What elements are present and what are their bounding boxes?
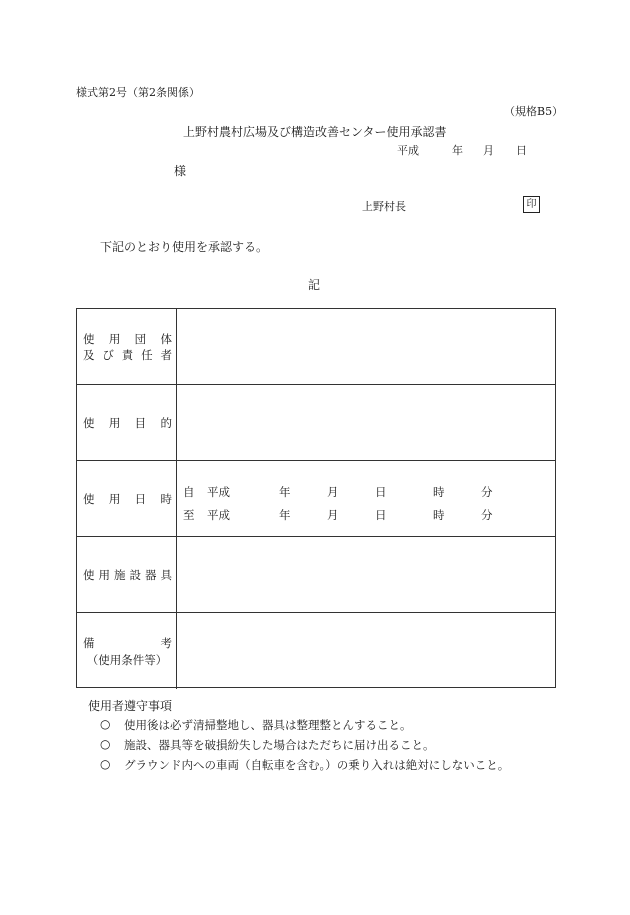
issuer-name: 上野村長 xyxy=(362,200,406,213)
form-number: 様式第2号（第2条関係） xyxy=(76,86,200,99)
row-label xyxy=(77,385,177,460)
row-label xyxy=(77,309,177,384)
from-year-unit: 年 xyxy=(279,485,291,499)
to-mark: 至 xyxy=(183,508,195,522)
label-conditions: （使用条件等） xyxy=(86,653,168,667)
date-month-unit: 月 xyxy=(483,144,494,157)
to-minute-unit: 分 xyxy=(481,508,493,522)
table-row-facilities xyxy=(77,537,555,613)
seal-icon: 印 xyxy=(523,196,540,213)
from-day-unit: 日 xyxy=(375,485,387,499)
rule-text: グラウンド内への車両（自転車を含む。）の乗り入れは絶対にしないこと。 xyxy=(124,758,510,772)
circle-bullet-icon: ○ xyxy=(100,717,111,731)
to-day-unit: 日 xyxy=(375,508,387,522)
to-month-unit: 月 xyxy=(327,508,339,522)
label-organization: 使用団体 xyxy=(83,332,172,346)
table-row-organization xyxy=(77,309,555,385)
intro-text: 下記のとおり使用を承認する。 xyxy=(100,240,269,254)
label-datetime: 使用日時 xyxy=(83,492,172,506)
date-year-unit: 年 xyxy=(452,144,463,157)
rule-text: 使用後は必ず清掃整地し、器具は整理整とんすること。 xyxy=(124,718,412,732)
date-era: 平成 xyxy=(397,144,419,157)
addressee-honorific: 様 xyxy=(174,164,187,178)
circle-bullet-icon: ○ xyxy=(100,757,111,771)
table-row-purpose xyxy=(77,385,555,461)
from-era: 平成 xyxy=(207,485,230,499)
from-mark: 自 xyxy=(183,485,195,499)
table-row-datetime xyxy=(77,461,555,537)
label-responsible-person: 及び責任者 xyxy=(83,348,172,362)
to-hour-unit: 時 xyxy=(433,508,445,522)
rule-text: 施設、器具等を破損紛失した場合はただちに届け出ること。 xyxy=(124,738,435,752)
document-title: 上野村農村広場及び構造改善センター使用承認書 xyxy=(183,125,447,139)
date-day-unit: 日 xyxy=(516,144,527,157)
label-remarks: 備考 xyxy=(83,636,172,650)
to-year-unit: 年 xyxy=(279,508,291,522)
size-note: （規格B5） xyxy=(504,105,564,118)
row-label xyxy=(77,537,177,612)
row-label xyxy=(77,613,177,689)
table-row-remarks xyxy=(77,613,555,689)
rules-heading: 使用者遵守事項 xyxy=(88,699,173,713)
label-facilities: 使用施設器具 xyxy=(83,568,172,582)
from-month-unit: 月 xyxy=(327,485,339,499)
from-minute-unit: 分 xyxy=(481,485,493,499)
from-hour-unit: 時 xyxy=(433,485,445,499)
approval-form-table xyxy=(76,308,556,688)
circle-bullet-icon: ○ xyxy=(100,737,111,751)
label-purpose: 使用目的 xyxy=(83,416,172,430)
row-label xyxy=(77,461,177,536)
ki-heading: 記 xyxy=(308,278,321,292)
to-era: 平成 xyxy=(207,508,230,522)
